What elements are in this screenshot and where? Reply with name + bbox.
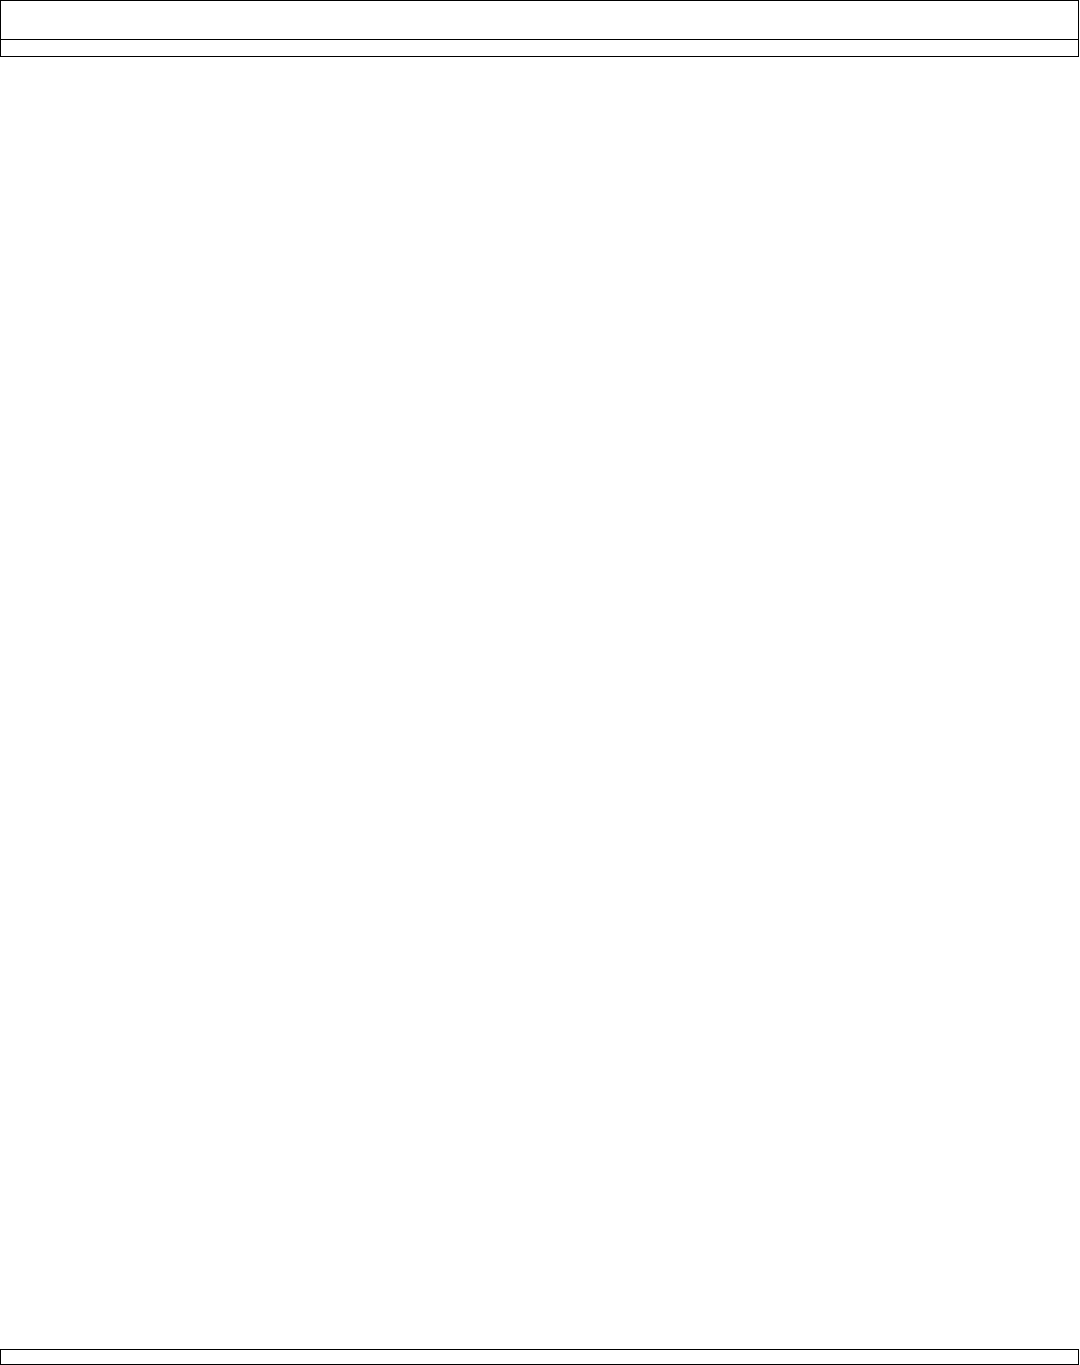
page-title — [0, 0, 1079, 40]
top-note — [0, 40, 1079, 57]
bottom-note — [0, 1349, 1079, 1365]
